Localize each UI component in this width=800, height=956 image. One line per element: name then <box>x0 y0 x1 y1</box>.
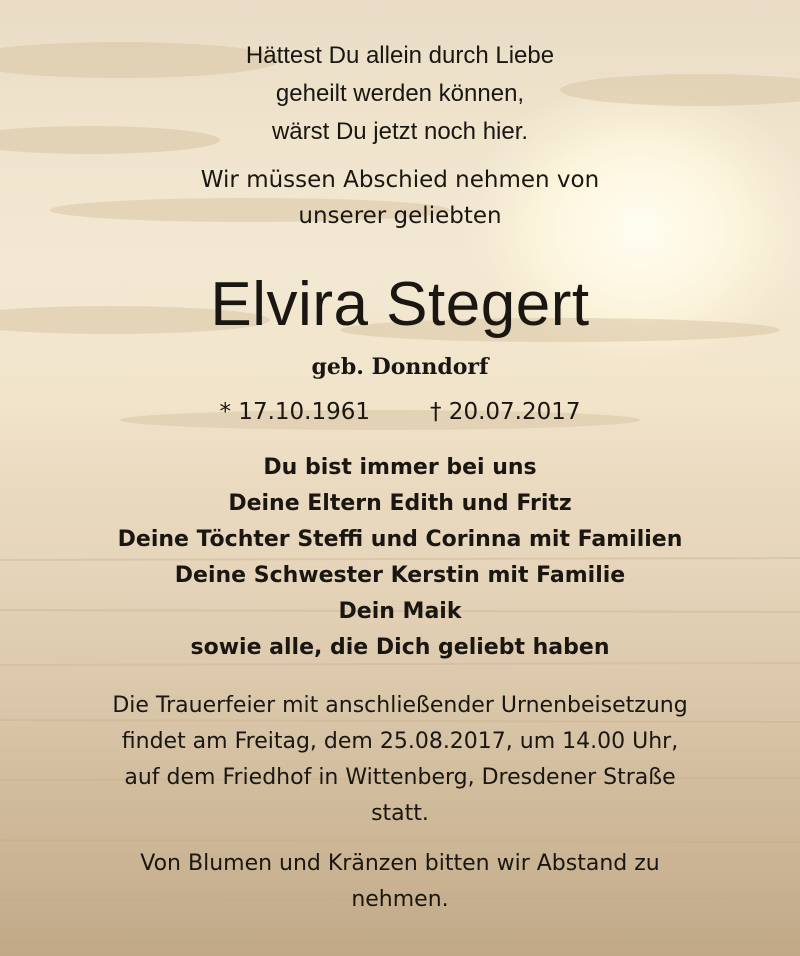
poem-line: wärst Du jetzt noch hier. <box>271 118 529 145</box>
funeral-info-line: findet am Freitag, dem 25.08.2017, um 14.00 Uhr, <box>121 729 679 754</box>
mourner-line: sowie alle, die Dich geliebt haben <box>190 635 610 660</box>
maiden-name: geb. Donndorf <box>311 354 489 380</box>
birth-date: * 17.10.1961 <box>219 399 370 425</box>
intro-line: unserer geliebten <box>298 203 502 229</box>
life-dates <box>0 396 800 428</box>
request-line: Von Blumen und Kränzen bitten wir Abstand zu <box>140 851 660 876</box>
poem-line: Hättest Du allein durch Liebe <box>245 42 555 69</box>
funeral-info-line: Die Trauerfeier mit anschließender Urnenbeisetzung <box>112 693 688 718</box>
death-date: † 20.07.2017 <box>430 399 581 425</box>
mourner-line: Deine Töchter Steffi und Corinna mit Familien <box>117 527 683 552</box>
mourner-line: Deine Schwester Kerstin mit Familie <box>174 563 626 588</box>
mourner-line: Dein Maik <box>338 599 462 624</box>
funeral-info-line: statt. <box>371 801 429 826</box>
deceased-name: Elvira Stegert <box>210 270 590 339</box>
request-line: nehmen. <box>351 887 449 912</box>
funeral-info-line: auf dem Friedhof in Wittenberg, Dresdener Straße <box>124 765 676 790</box>
poem-line: geheilt werden können, <box>275 80 525 107</box>
mourner-line: Du bist immer bei uns <box>263 455 537 480</box>
intro-line: Wir müssen Abschied nehmen von <box>200 167 600 193</box>
mourner-line: Deine Eltern Edith und Fritz <box>228 491 572 516</box>
